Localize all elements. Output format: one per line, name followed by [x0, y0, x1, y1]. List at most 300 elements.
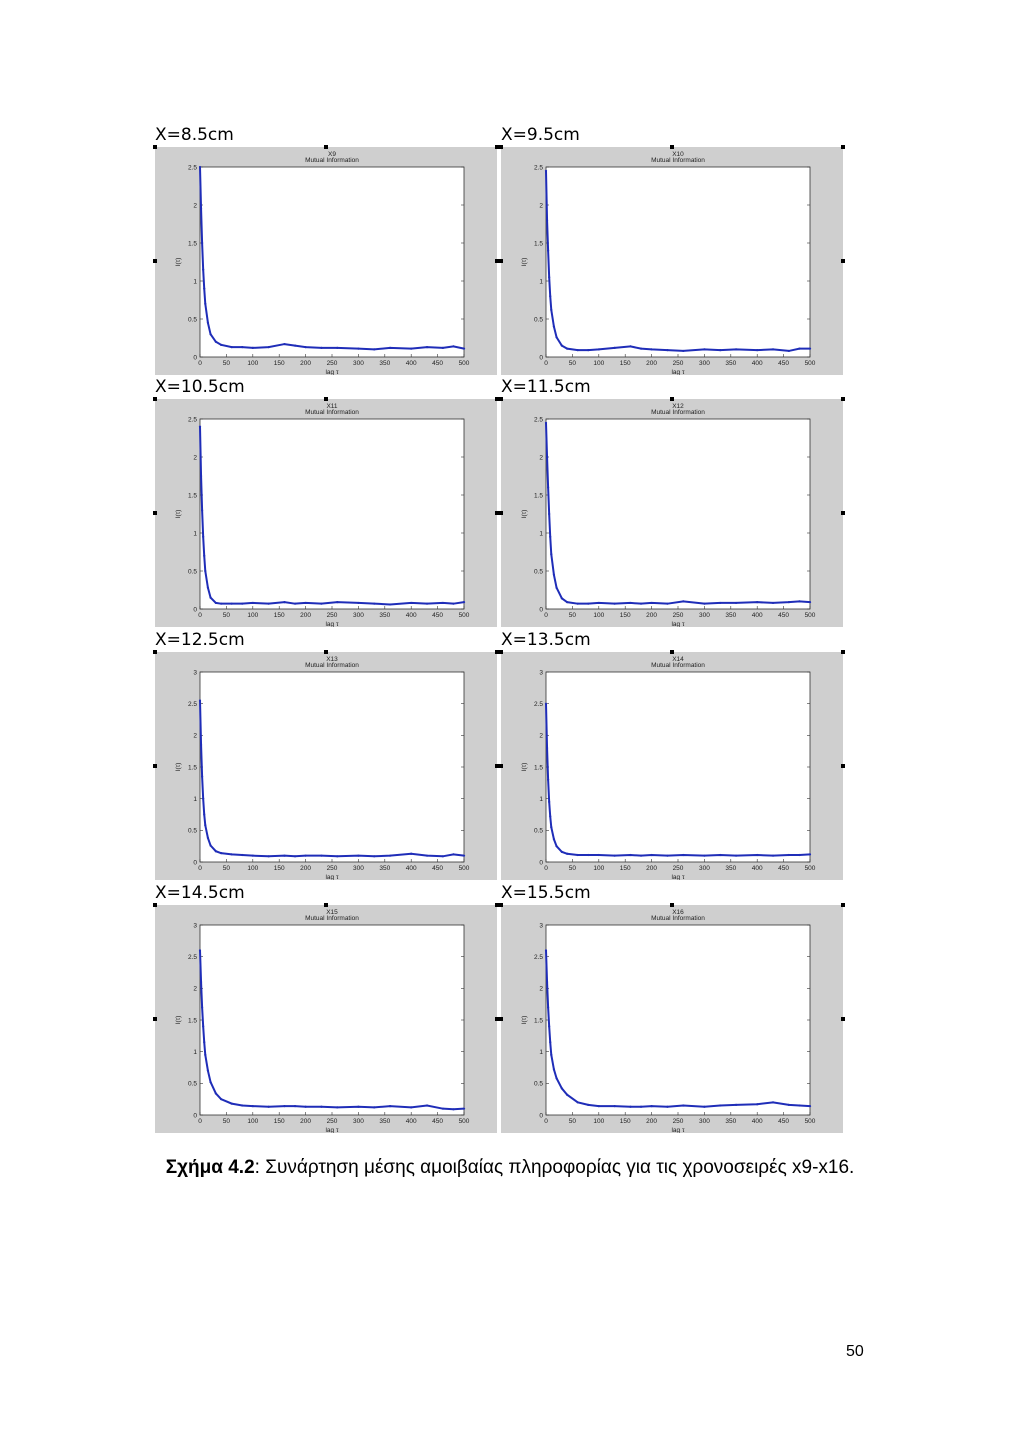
x-tick-label: 450 — [778, 1118, 790, 1125]
data-point — [200, 744, 202, 746]
x-tick-label: 350 — [379, 865, 391, 872]
panel-label: X=14.5cm — [155, 883, 245, 903]
plot-area — [546, 419, 810, 609]
data-point — [666, 855, 668, 857]
y-tick-label: 0.5 — [187, 316, 197, 324]
y-tick-label: 2.5 — [187, 700, 197, 708]
data-point — [200, 475, 202, 477]
data-point — [200, 981, 202, 983]
x-tick-label: 250 — [672, 612, 684, 619]
x-tick-label: 0 — [198, 612, 202, 619]
x-tick-label: 500 — [804, 612, 816, 619]
x-tick-label: 50 — [568, 360, 577, 367]
data-point — [201, 775, 203, 777]
y-tick-label: 1.5 — [533, 764, 543, 772]
data-point — [640, 603, 642, 605]
data-point — [442, 1108, 444, 1110]
resize-handle[interactable] — [670, 903, 674, 907]
data-point — [268, 603, 270, 605]
data-point — [220, 852, 222, 854]
x-tick-label: 250 — [326, 360, 338, 367]
data-point — [209, 844, 211, 846]
x-tick-label: 50 — [568, 1118, 577, 1125]
data-point — [587, 854, 589, 856]
x-tick-label: 0 — [544, 865, 548, 872]
data-point — [577, 1101, 579, 1103]
series-id: X11 — [326, 403, 338, 410]
data-point — [215, 602, 217, 604]
data-point — [220, 344, 222, 346]
data-point — [442, 602, 444, 604]
data-point — [241, 854, 243, 856]
x-tick-label: 50 — [568, 865, 577, 872]
data-point — [566, 1094, 568, 1096]
caption-text: : Συνάρτηση μέσης αμοιβαίας πληροφορίας για τις χρονοσειρές x9-x16. — [254, 1157, 855, 1178]
series-id: X9 — [328, 151, 336, 158]
data-point — [549, 536, 551, 538]
x-tick-label: 150 — [619, 1118, 631, 1125]
x-tick-label: 300 — [352, 612, 364, 619]
resize-handle[interactable] — [499, 511, 503, 515]
data-point — [389, 855, 391, 857]
x-axis-label: lag τ — [325, 369, 339, 375]
chart-panel — [501, 147, 843, 375]
data-point — [735, 602, 737, 604]
y-tick-label: 2.5 — [187, 164, 197, 172]
y-axis-label: I(τ) — [521, 762, 528, 772]
chart-title: Mutual Information — [651, 662, 705, 669]
resize-handle[interactable] — [324, 903, 328, 907]
data-point — [209, 597, 211, 599]
data-point — [719, 1104, 721, 1106]
series-id: X13 — [326, 656, 338, 663]
data-point — [598, 602, 600, 604]
data-point — [357, 348, 359, 350]
x-tick-label: 50 — [222, 1118, 231, 1125]
data-point — [756, 601, 758, 603]
resize-handle[interactable] — [499, 1017, 503, 1021]
data-point — [577, 603, 579, 605]
data-point — [410, 853, 412, 855]
y-axis-label: I(τ) — [175, 762, 182, 772]
y-axis-label: I(τ) — [175, 257, 182, 267]
panel-label: X=9.5cm — [501, 125, 580, 145]
data-point — [577, 349, 579, 351]
resize-handle[interactable] — [499, 145, 503, 149]
data-point — [231, 1103, 233, 1105]
data-point — [204, 570, 206, 572]
data-point — [809, 601, 811, 603]
resize-handle[interactable] — [841, 259, 845, 263]
resize-handle[interactable] — [153, 764, 157, 768]
page-number: 50 — [846, 1343, 864, 1360]
data-point — [756, 854, 758, 856]
resize-handle[interactable] — [499, 903, 503, 907]
data-point — [547, 250, 549, 252]
data-point — [555, 845, 557, 847]
data-point — [452, 603, 454, 605]
y-tick-label: 2 — [193, 985, 197, 993]
data-point — [577, 854, 579, 856]
y-tick-label: 1.5 — [533, 492, 543, 500]
data-point — [566, 348, 568, 350]
x-tick-label: 0 — [544, 612, 548, 619]
data-point — [320, 347, 322, 349]
series-id: X14 — [672, 656, 684, 663]
x-tick-label: 350 — [379, 612, 391, 619]
data-point — [336, 347, 338, 349]
data-point — [553, 574, 555, 576]
data-point — [798, 854, 800, 856]
panel-label: X=8.5cm — [155, 125, 234, 145]
data-point — [788, 1104, 790, 1106]
x-tick-label: 350 — [725, 865, 737, 872]
data-point — [410, 348, 412, 350]
y-axis-label: I(τ) — [175, 509, 182, 519]
x-tick-label: 0 — [198, 360, 202, 367]
y-tick-label: 0.5 — [533, 568, 543, 576]
x-tick-label: 100 — [247, 865, 259, 872]
x-tick-label: 400 — [405, 612, 417, 619]
data-point — [305, 1106, 307, 1108]
data-point — [336, 1106, 338, 1108]
y-tick-label: 1.5 — [187, 1017, 197, 1025]
x-tick-label: 150 — [619, 865, 631, 872]
data-point — [666, 603, 668, 605]
x-tick-label: 450 — [778, 612, 790, 619]
x-tick-label: 450 — [432, 865, 444, 872]
data-point — [548, 1025, 550, 1027]
y-tick-label: 1 — [539, 1048, 543, 1056]
data-point — [809, 348, 811, 350]
mutual-information-chart — [501, 652, 843, 880]
y-tick-label: 0 — [193, 354, 197, 362]
x-tick-label: 300 — [352, 1118, 364, 1125]
data-point — [209, 1081, 211, 1083]
data-point — [555, 587, 557, 589]
x-tick-label: 400 — [405, 1118, 417, 1125]
data-point — [231, 853, 233, 855]
resize-handle[interactable] — [324, 397, 328, 401]
data-point — [203, 288, 205, 290]
data-point — [561, 597, 563, 599]
resize-handle[interactable] — [153, 397, 157, 401]
data-point — [629, 854, 631, 856]
resize-handle[interactable] — [841, 764, 845, 768]
data-point — [798, 1104, 800, 1106]
panel-label: X=12.5cm — [155, 630, 245, 650]
panel-label: X=13.5cm — [501, 630, 591, 650]
data-point — [231, 346, 233, 348]
data-point — [798, 600, 800, 602]
x-tick-label: 150 — [273, 612, 285, 619]
data-point — [555, 1077, 557, 1079]
data-point — [546, 456, 548, 458]
data-point — [294, 603, 296, 605]
resize-handle[interactable] — [153, 259, 157, 263]
x-tick-label: 200 — [300, 865, 312, 872]
data-point — [373, 1106, 375, 1108]
data-point — [548, 513, 550, 515]
data-point — [549, 815, 551, 817]
y-axis-label: I(τ) — [175, 1015, 182, 1025]
chart-panel — [155, 905, 497, 1133]
data-point — [452, 1108, 454, 1110]
data-point — [201, 1006, 203, 1008]
data-point — [549, 1041, 551, 1043]
data-point — [283, 601, 285, 603]
data-point — [561, 1087, 563, 1089]
y-tick-label: 0.5 — [533, 827, 543, 835]
x-axis-label: lag τ — [325, 621, 339, 627]
panel-label: X=15.5cm — [501, 883, 591, 903]
data-point — [682, 350, 684, 352]
data-point — [241, 603, 243, 605]
y-tick-label: 0.5 — [187, 568, 197, 576]
resize-handle[interactable] — [153, 1017, 157, 1021]
data-point — [203, 555, 205, 557]
chart-panel — [501, 399, 843, 627]
resize-handle[interactable] — [841, 145, 845, 149]
chart-title: Mutual Information — [651, 409, 705, 416]
data-point — [788, 854, 790, 856]
mutual-information-chart — [501, 905, 843, 1133]
mutual-information-chart — [501, 399, 843, 627]
data-point — [735, 1104, 737, 1106]
data-point — [629, 602, 631, 604]
data-point — [252, 347, 254, 349]
x-axis-label: lag τ — [325, 1127, 339, 1133]
data-point — [703, 348, 705, 350]
data-point — [587, 603, 589, 605]
data-point — [561, 345, 563, 347]
data-point — [241, 1104, 243, 1106]
series-id: X12 — [672, 403, 684, 410]
y-tick-label: 0.5 — [187, 1080, 197, 1088]
x-axis-label: lag τ — [325, 874, 339, 880]
data-point — [426, 346, 428, 348]
resize-handle[interactable] — [841, 650, 845, 654]
data-point — [682, 854, 684, 856]
data-point — [202, 536, 204, 538]
chart-panel — [501, 905, 843, 1133]
x-tick-label: 100 — [247, 612, 259, 619]
x-tick-label: 200 — [300, 360, 312, 367]
data-point — [553, 1068, 555, 1070]
data-point — [294, 345, 296, 347]
chart-panel — [501, 652, 843, 880]
x-tick-label: 450 — [432, 360, 444, 367]
data-point — [640, 855, 642, 857]
x-tick-label: 200 — [646, 1118, 658, 1125]
x-tick-label: 350 — [379, 1118, 391, 1125]
data-point — [545, 422, 547, 424]
resize-handle[interactable] — [670, 650, 674, 654]
data-point — [252, 602, 254, 604]
data-point — [268, 346, 270, 348]
resize-handle[interactable] — [153, 511, 157, 515]
data-point — [220, 1098, 222, 1100]
data-point — [703, 855, 705, 857]
x-tick-label: 300 — [698, 360, 710, 367]
data-point — [545, 703, 547, 705]
x-tick-label: 350 — [725, 612, 737, 619]
y-tick-label: 1.5 — [187, 764, 197, 772]
x-tick-label: 400 — [405, 865, 417, 872]
x-tick-label: 300 — [698, 1118, 710, 1125]
data-point — [373, 348, 375, 350]
y-axis-label: I(τ) — [521, 509, 528, 519]
x-tick-label: 500 — [804, 865, 816, 872]
series-id: X10 — [672, 151, 684, 158]
resize-handle[interactable] — [499, 650, 503, 654]
plot-area — [200, 925, 464, 1115]
y-tick-label: 2.5 — [187, 416, 197, 424]
plot-area — [200, 167, 464, 357]
data-point — [336, 855, 338, 857]
data-point — [719, 602, 721, 604]
data-point — [215, 1092, 217, 1094]
y-tick-label: 0.5 — [187, 827, 197, 835]
x-tick-label: 450 — [778, 360, 790, 367]
data-point — [703, 1106, 705, 1108]
data-point — [199, 426, 201, 428]
y-axis-label: I(τ) — [521, 1015, 528, 1025]
x-tick-label: 200 — [300, 612, 312, 619]
data-point — [550, 1054, 552, 1056]
x-axis-label: lag τ — [671, 874, 685, 880]
x-axis-label: lag τ — [671, 621, 685, 627]
resize-handle[interactable] — [499, 764, 503, 768]
x-tick-label: 150 — [273, 865, 285, 872]
resize-handle[interactable] — [670, 145, 674, 149]
mutual-information-chart — [155, 399, 497, 627]
data-point — [320, 1106, 322, 1108]
data-point — [426, 855, 428, 857]
resize-handle[interactable] — [841, 903, 845, 907]
data-point — [203, 1041, 205, 1043]
x-tick-label: 350 — [725, 360, 737, 367]
data-point — [703, 603, 705, 605]
data-point — [735, 348, 737, 350]
y-tick-label: 3 — [539, 669, 543, 677]
resize-handle[interactable] — [153, 903, 157, 907]
data-point — [598, 1105, 600, 1107]
data-point — [550, 309, 552, 311]
data-point — [426, 1104, 428, 1106]
data-point — [614, 347, 616, 349]
x-tick-label: 400 — [751, 1118, 763, 1125]
y-tick-label: 2.5 — [533, 416, 543, 424]
x-tick-label: 250 — [672, 865, 684, 872]
data-point — [587, 349, 589, 351]
data-point — [545, 170, 547, 172]
data-point — [719, 854, 721, 856]
x-tick-label: 200 — [646, 612, 658, 619]
plot-area — [200, 419, 464, 609]
x-tick-label: 300 — [352, 865, 364, 872]
x-tick-label: 500 — [804, 360, 816, 367]
x-tick-label: 200 — [646, 865, 658, 872]
data-point — [203, 813, 205, 815]
data-point — [410, 602, 412, 604]
data-point — [202, 798, 204, 800]
resize-handle[interactable] — [499, 397, 503, 401]
resize-handle[interactable] — [324, 650, 328, 654]
data-point — [201, 509, 203, 511]
mutual-information-chart — [501, 147, 843, 375]
x-tick-label: 400 — [751, 865, 763, 872]
data-point — [587, 1104, 589, 1106]
data-point — [220, 603, 222, 605]
resize-handle[interactable] — [670, 397, 674, 401]
y-tick-label: 0.5 — [533, 316, 543, 324]
resize-handle[interactable] — [841, 397, 845, 401]
data-point — [651, 854, 653, 856]
x-tick-label: 500 — [458, 360, 470, 367]
x-tick-label: 150 — [273, 1118, 285, 1125]
mutual-information-chart — [155, 652, 497, 880]
resize-handle[interactable] — [841, 1017, 845, 1021]
x-tick-label: 150 — [619, 612, 631, 619]
data-point — [640, 1106, 642, 1108]
data-point — [629, 1106, 631, 1108]
data-point — [389, 347, 391, 349]
data-point — [463, 348, 465, 350]
resize-handle[interactable] — [153, 650, 157, 654]
data-point — [442, 347, 444, 349]
y-tick-label: 1 — [539, 530, 543, 538]
data-point — [209, 333, 211, 335]
x-tick-label: 0 — [198, 1118, 202, 1125]
data-point — [788, 601, 790, 603]
x-tick-label: 200 — [300, 1118, 312, 1125]
x-tick-label: 400 — [751, 360, 763, 367]
resize-handle[interactable] — [153, 145, 157, 149]
data-point — [294, 855, 296, 857]
x-tick-label: 100 — [593, 360, 605, 367]
y-tick-label: 0 — [193, 1112, 197, 1120]
plot-area — [546, 925, 810, 1115]
data-point — [283, 855, 285, 857]
plot-area — [546, 672, 810, 862]
chart-panel — [155, 652, 497, 880]
data-point — [651, 1105, 653, 1107]
data-point — [283, 1105, 285, 1107]
y-tick-label: 0.5 — [533, 1080, 543, 1088]
y-tick-label: 0 — [193, 606, 197, 614]
data-point — [735, 855, 737, 857]
data-point — [389, 1105, 391, 1107]
data-point — [772, 855, 774, 857]
x-tick-label: 50 — [222, 865, 231, 872]
data-point — [305, 346, 307, 348]
resize-handle[interactable] — [499, 259, 503, 263]
resize-handle[interactable] — [324, 145, 328, 149]
data-point — [215, 341, 217, 343]
data-point — [204, 303, 206, 305]
x-tick-label: 0 — [544, 360, 548, 367]
data-point — [547, 1006, 549, 1008]
data-point — [547, 779, 549, 781]
data-point — [199, 166, 201, 168]
data-point — [252, 855, 254, 857]
y-tick-label: 0 — [539, 354, 543, 362]
y-tick-label: 1.5 — [533, 1017, 543, 1025]
resize-handle[interactable] — [841, 511, 845, 515]
y-tick-label: 1.5 — [187, 492, 197, 500]
data-point — [207, 837, 209, 839]
